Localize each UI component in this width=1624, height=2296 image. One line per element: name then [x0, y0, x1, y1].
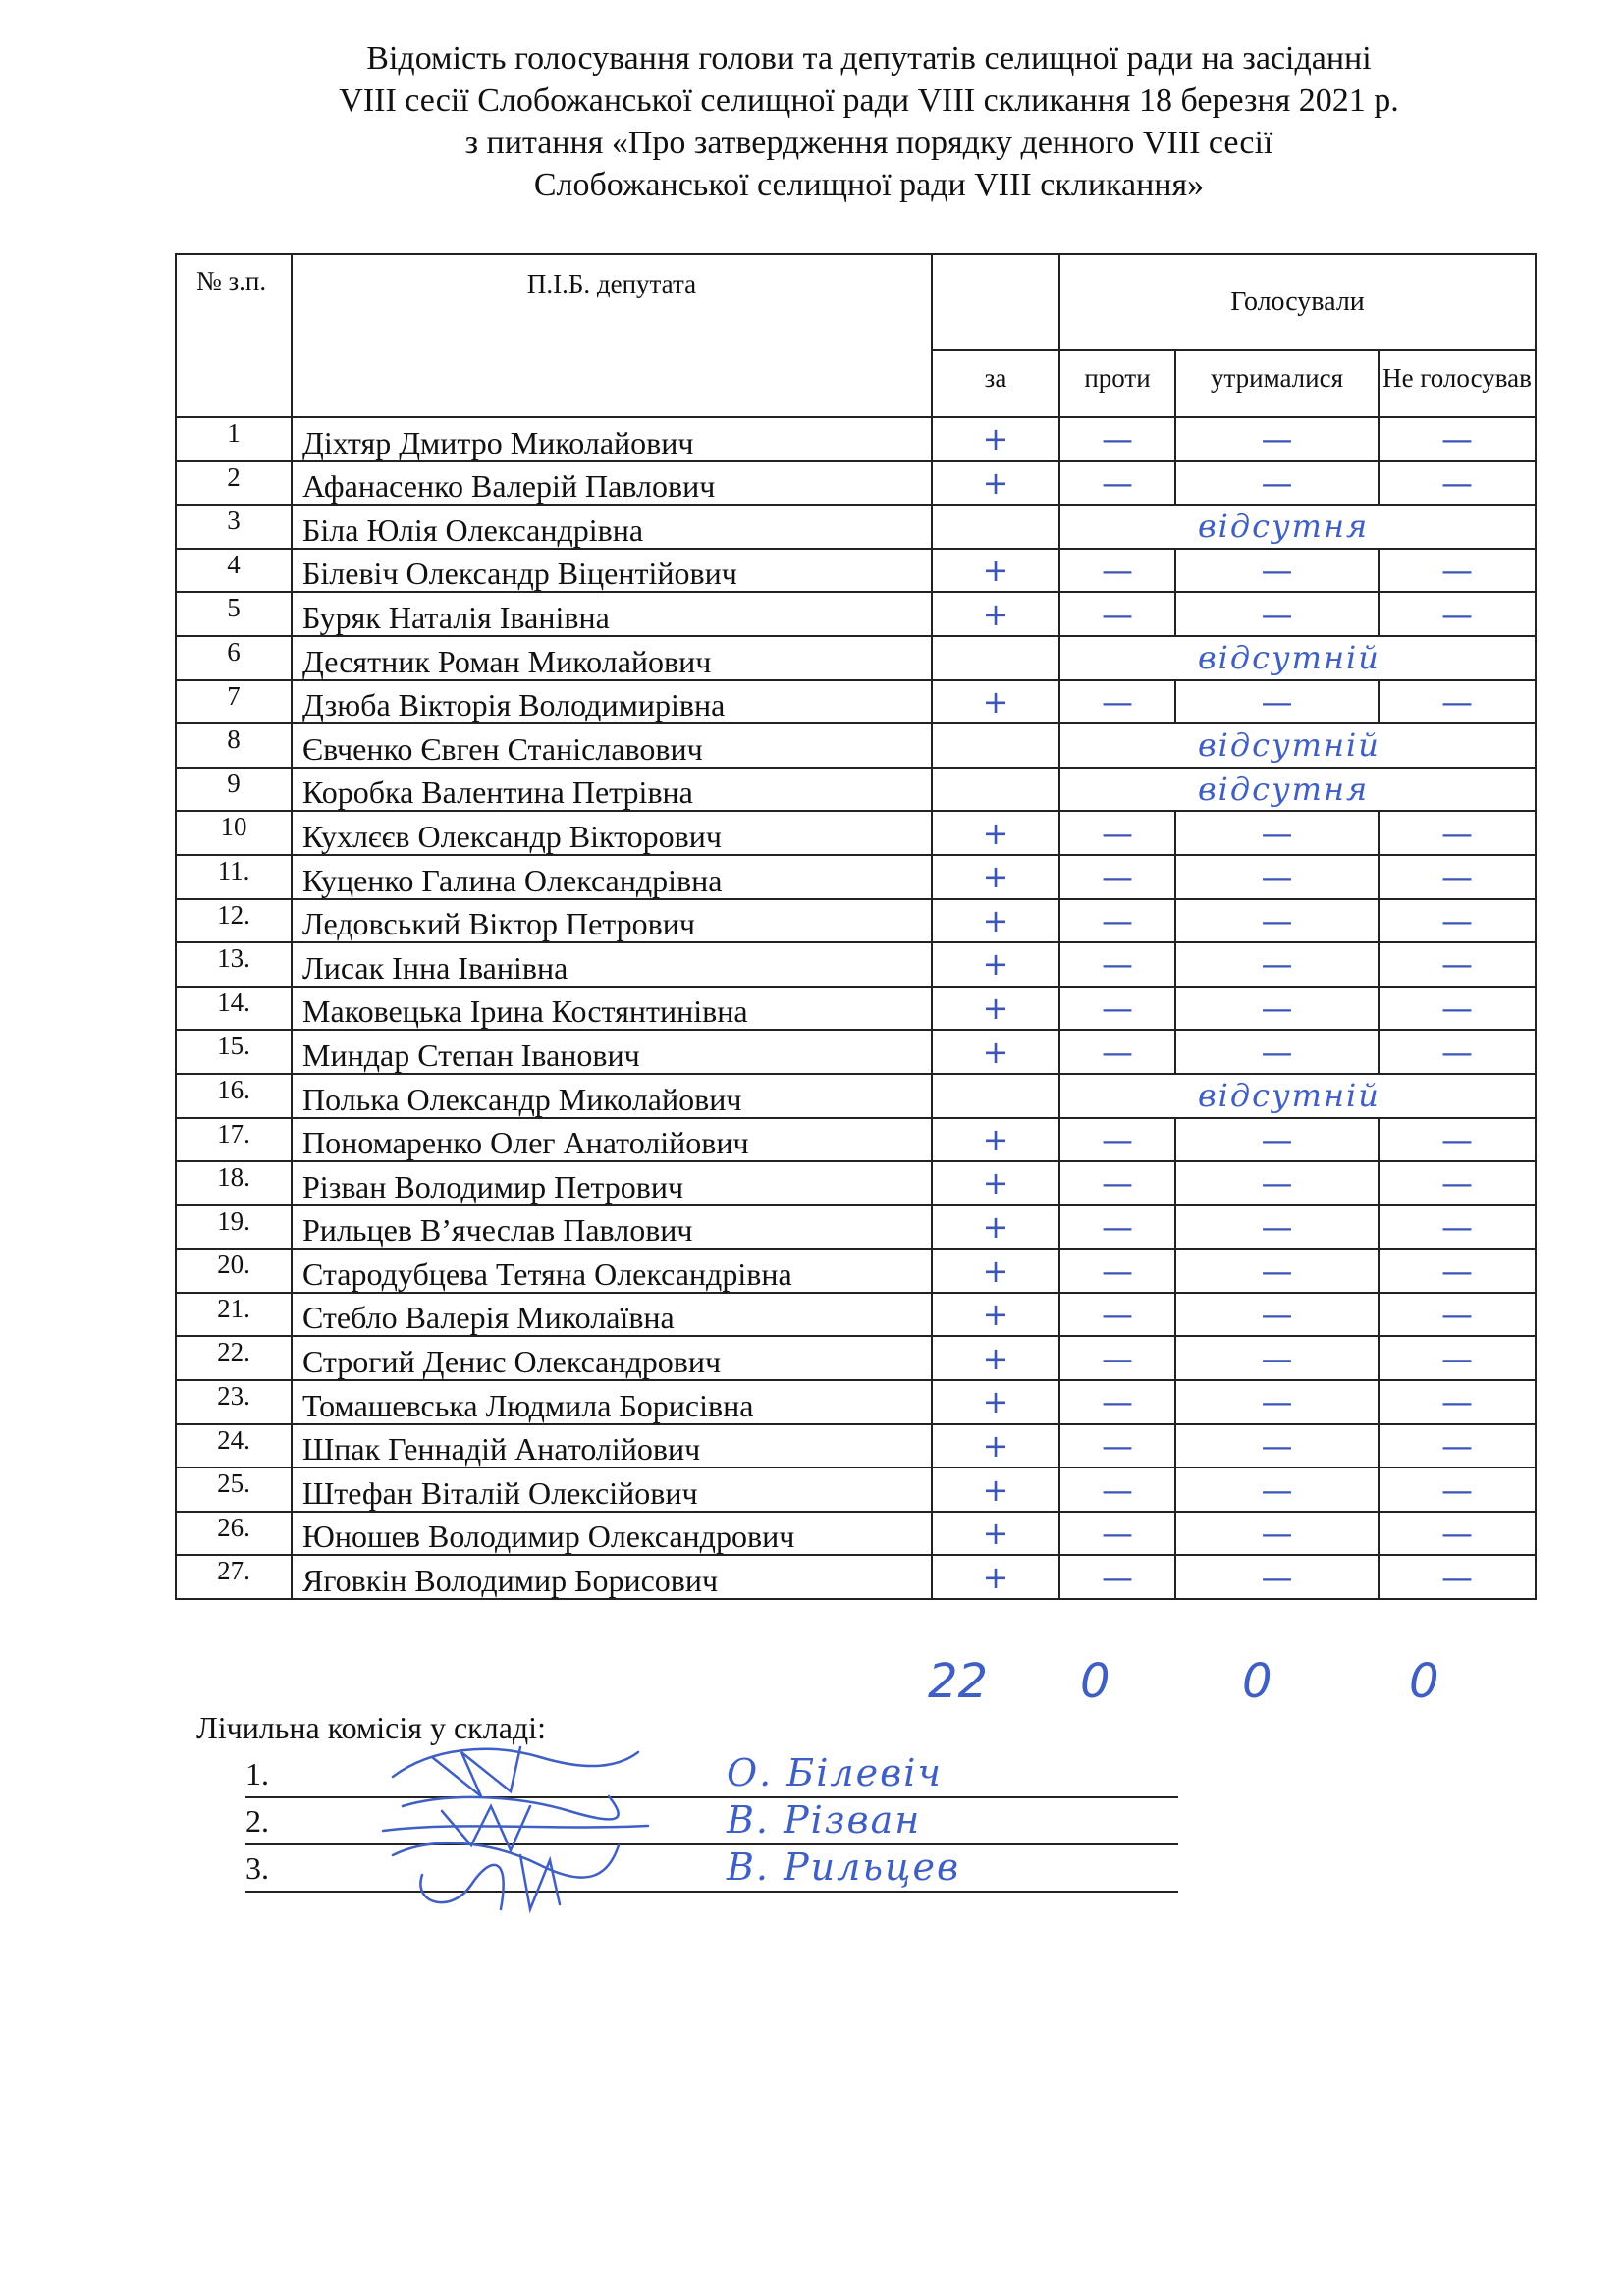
- deputy-name: Буряк Наталія Іванівна: [292, 592, 932, 636]
- vote-not-voted-mark: —: [1379, 1512, 1536, 1556]
- vote-against-mark: —: [1059, 680, 1175, 724]
- header-against: проти: [1059, 350, 1175, 417]
- vote-against-mark: —: [1059, 417, 1175, 461]
- vote-not-voted-mark: —: [1379, 899, 1536, 943]
- vote-abstained-mark: —: [1175, 1293, 1379, 1337]
- vote-for-mark: +: [932, 1118, 1059, 1162]
- vote-not-voted-mark: —: [1379, 1336, 1536, 1380]
- row-number: 15.: [176, 1030, 292, 1074]
- vote-not-voted-mark: —: [1379, 461, 1536, 506]
- vote-for-mark: +: [932, 811, 1059, 855]
- vote-abstained-mark: —: [1175, 942, 1379, 987]
- commission-member-number: 1.: [245, 1756, 269, 1791]
- table-row: [176, 899, 1536, 943]
- vote-abstained-mark: —: [1175, 592, 1379, 636]
- table-row: [176, 768, 1536, 812]
- vote-for-mark: +: [932, 987, 1059, 1031]
- vote-for-cell: [932, 1074, 1059, 1118]
- vote-not-voted-mark: —: [1379, 680, 1536, 724]
- voting-table-body: [176, 417, 1536, 1599]
- document-title: [255, 37, 1483, 206]
- vote-for-mark: +: [932, 1249, 1059, 1293]
- vote-abstained-mark: —: [1175, 1424, 1379, 1468]
- absent-note: відсутній: [1059, 723, 1536, 768]
- row-number: 11.: [176, 855, 292, 899]
- vote-not-voted-mark: —: [1379, 1205, 1536, 1250]
- row-number: 6: [176, 636, 292, 680]
- table-row: [176, 1205, 1536, 1250]
- deputy-name: Томашевська Людмила Борисівна: [292, 1380, 932, 1424]
- deputy-name: Різван Володимир Петрович: [292, 1161, 932, 1205]
- vote-for-mark: +: [932, 899, 1059, 943]
- vote-for-cell: [932, 723, 1059, 768]
- header-blank: [932, 254, 1059, 350]
- totals-row: [0, 1654, 1624, 1713]
- absent-note: відсутня: [1059, 505, 1536, 549]
- vote-not-voted-mark: —: [1379, 811, 1536, 855]
- vote-for-mark: +: [932, 1293, 1059, 1337]
- table-row: [176, 1512, 1536, 1556]
- row-number: 13.: [176, 942, 292, 987]
- absent-note: відсутній: [1059, 1074, 1536, 1118]
- vote-abstained-mark: —: [1175, 811, 1379, 855]
- vote-abstained-mark: —: [1175, 1249, 1379, 1293]
- vote-abstained-mark: —: [1175, 1512, 1379, 1556]
- table-row: [176, 987, 1536, 1031]
- vote-for-mark: +: [932, 855, 1059, 899]
- vote-for-cell: [932, 505, 1059, 549]
- deputy-name: Яговкін Володимир Борисович: [292, 1555, 932, 1599]
- vote-against-mark: —: [1059, 592, 1175, 636]
- vote-for-mark: +: [932, 1380, 1059, 1424]
- table-row: [176, 942, 1536, 987]
- row-number: 22.: [176, 1336, 292, 1380]
- vote-against-mark: —: [1059, 1118, 1175, 1162]
- table-row: [176, 1555, 1536, 1599]
- row-number: 27.: [176, 1555, 292, 1599]
- deputy-name: Пономаренко Олег Анатолійович: [292, 1118, 932, 1162]
- vote-abstained-mark: —: [1175, 1205, 1379, 1250]
- header-abstained: утрималися: [1175, 350, 1379, 417]
- vote-not-voted-mark: —: [1379, 549, 1536, 593]
- vote-abstained-mark: —: [1175, 417, 1379, 461]
- vote-not-voted-mark: —: [1379, 1161, 1536, 1205]
- vote-abstained-mark: —: [1175, 1468, 1379, 1512]
- vote-for-mark: +: [932, 1512, 1059, 1556]
- total-not-voted: 0: [1409, 1654, 1439, 1709]
- vote-abstained-mark: —: [1175, 899, 1379, 943]
- vote-against-mark: —: [1059, 1555, 1175, 1599]
- vote-not-voted-mark: —: [1379, 987, 1536, 1031]
- deputy-name: Лисак Інна Іванівна: [292, 942, 932, 987]
- deputy-name: Євченко Євген Станіславович: [292, 723, 932, 768]
- row-number: 17.: [176, 1118, 292, 1162]
- vote-not-voted-mark: —: [1379, 942, 1536, 987]
- deputy-name: Десятник Роман Миколайович: [292, 636, 932, 680]
- table-row: [176, 1161, 1536, 1205]
- deputy-name: Ледовський Віктор Петрович: [292, 899, 932, 943]
- row-number: 14.: [176, 987, 292, 1031]
- header-number: № з.п.: [176, 254, 292, 417]
- row-number: 20.: [176, 1249, 292, 1293]
- vote-abstained-mark: —: [1175, 1380, 1379, 1424]
- title-line-3: з питання «Про затвердження порядку денного VIII сесії: [464, 125, 1273, 161]
- vote-against-mark: —: [1059, 549, 1175, 593]
- vote-not-voted-mark: —: [1379, 1293, 1536, 1337]
- table-row: [176, 1249, 1536, 1293]
- vote-against-mark: —: [1059, 1336, 1175, 1380]
- table-row: [176, 461, 1536, 506]
- row-number: 21.: [176, 1293, 292, 1337]
- table-row: [176, 811, 1536, 855]
- vote-for-mark: +: [932, 549, 1059, 593]
- vote-not-voted-mark: —: [1379, 855, 1536, 899]
- table-row: [176, 1074, 1536, 1118]
- table-row: [176, 855, 1536, 899]
- vote-against-mark: —: [1059, 1424, 1175, 1468]
- deputy-name: Юношев Володимир Олександрович: [292, 1512, 932, 1556]
- vote-abstained-mark: —: [1175, 855, 1379, 899]
- row-number: 9: [176, 768, 292, 812]
- header-name: П.І.Б. депутата: [292, 254, 932, 417]
- header-voted: Голосували: [1059, 254, 1536, 350]
- handwritten-member-name: В. Рильцев: [727, 1845, 961, 1889]
- table-row: [176, 505, 1536, 549]
- row-number: 26.: [176, 1512, 292, 1556]
- deputy-name: Афанасенко Валерій Павлович: [292, 461, 932, 506]
- vote-for-mark: +: [932, 1336, 1059, 1380]
- vote-against-mark: —: [1059, 942, 1175, 987]
- row-number: 23.: [176, 1380, 292, 1424]
- vote-for-mark: +: [932, 1424, 1059, 1468]
- deputy-name: Куценко Галина Олександрівна: [292, 855, 932, 899]
- deputy-name: Стебло Валерія Миколаївна: [292, 1293, 932, 1337]
- row-number: 25.: [176, 1468, 292, 1512]
- table-row: [176, 549, 1536, 593]
- table-row: [176, 636, 1536, 680]
- table-row: [176, 1424, 1536, 1468]
- vote-against-mark: —: [1059, 987, 1175, 1031]
- handwritten-signature-scribble: [373, 1737, 668, 1924]
- vote-for-mark: +: [932, 942, 1059, 987]
- vote-not-voted-mark: —: [1379, 592, 1536, 636]
- deputy-name: Дзюба Вікторія Володимирівна: [292, 680, 932, 724]
- counting-commission-label: Лічильна комісія у складі:: [196, 1710, 546, 1745]
- row-number: 16.: [176, 1074, 292, 1118]
- total-for: 22: [928, 1654, 989, 1709]
- handwritten-member-name: О. Білевіч: [727, 1751, 943, 1794]
- absent-note: відсутній: [1059, 636, 1536, 680]
- row-number: 18.: [176, 1161, 292, 1205]
- table-row: [176, 417, 1536, 461]
- vote-against-mark: —: [1059, 1512, 1175, 1556]
- row-number: 10: [176, 811, 292, 855]
- commission-member-number: 3.: [245, 1850, 269, 1886]
- vote-for-mark: +: [932, 1161, 1059, 1205]
- title-line-1: Відомість голосування голови та депутатів селищної ради на засіданні: [366, 40, 1372, 77]
- vote-against-mark: —: [1059, 1205, 1175, 1250]
- vote-for-mark: +: [932, 680, 1059, 724]
- vote-for-mark: +: [932, 461, 1059, 506]
- row-number: 4: [176, 549, 292, 593]
- header-not-voted: Не голосував: [1379, 350, 1536, 417]
- deputy-name: Шпак Геннадій Анатолійович: [292, 1424, 932, 1468]
- vote-against-mark: —: [1059, 1380, 1175, 1424]
- vote-against-mark: —: [1059, 1030, 1175, 1074]
- handwritten-member-name: В. Різван: [727, 1798, 922, 1842]
- vote-not-voted-mark: —: [1379, 1118, 1536, 1162]
- total-against: 0: [1080, 1654, 1110, 1709]
- vote-not-voted-mark: —: [1379, 1424, 1536, 1468]
- deputy-name: Кухлєєв Олександр Вікторович: [292, 811, 932, 855]
- row-number: 7: [176, 680, 292, 724]
- vote-not-voted-mark: —: [1379, 1030, 1536, 1074]
- voting-table: [175, 253, 1537, 1600]
- vote-against-mark: —: [1059, 855, 1175, 899]
- vote-against-mark: —: [1059, 1293, 1175, 1337]
- vote-abstained-mark: —: [1175, 1030, 1379, 1074]
- table-row: [176, 1118, 1536, 1162]
- vote-not-voted-mark: —: [1379, 1249, 1536, 1293]
- vote-abstained-mark: —: [1175, 987, 1379, 1031]
- vote-against-mark: —: [1059, 461, 1175, 506]
- vote-for-mark: +: [932, 592, 1059, 636]
- vote-for-mark: +: [932, 1205, 1059, 1250]
- table-row: [176, 1030, 1536, 1074]
- row-number: 19.: [176, 1205, 292, 1250]
- vote-for-mark: +: [932, 1555, 1059, 1599]
- vote-not-voted-mark: —: [1379, 1555, 1536, 1599]
- vote-for-cell: [932, 768, 1059, 812]
- deputy-name: Рильцев В’ячеслав Павлович: [292, 1205, 932, 1250]
- table-row: [176, 723, 1536, 768]
- title-line-2: VIII сесії Слобожанської селищної ради VIII скликання 18 березня 2021 р.: [339, 82, 1399, 119]
- table-row: [176, 1380, 1536, 1424]
- deputy-name: Коробка Валентина Петрівна: [292, 768, 932, 812]
- deputy-name: Діхтяр Дмитро Миколайович: [292, 417, 932, 461]
- vote-for-cell: [932, 636, 1059, 680]
- deputy-name: Біла Юлія Олександрівна: [292, 505, 932, 549]
- table-row: [176, 1336, 1536, 1380]
- vote-against-mark: —: [1059, 811, 1175, 855]
- row-number: 2: [176, 461, 292, 506]
- vote-against-mark: —: [1059, 1161, 1175, 1205]
- vote-not-voted-mark: —: [1379, 1380, 1536, 1424]
- vote-against-mark: —: [1059, 1468, 1175, 1512]
- table-row: [176, 592, 1536, 636]
- commission-member-number: 2.: [245, 1803, 269, 1839]
- vote-abstained-mark: —: [1175, 549, 1379, 593]
- deputy-name: Полька Олександр Миколайович: [292, 1074, 932, 1118]
- table-row: [176, 680, 1536, 724]
- vote-abstained-mark: —: [1175, 1336, 1379, 1380]
- vote-abstained-mark: —: [1175, 1555, 1379, 1599]
- row-number: 5: [176, 592, 292, 636]
- vote-for-mark: +: [932, 1468, 1059, 1512]
- table-row: [176, 1468, 1536, 1512]
- deputy-name: Штефан Віталій Олексійович: [292, 1468, 932, 1512]
- header-for: за: [932, 350, 1059, 417]
- vote-abstained-mark: —: [1175, 1161, 1379, 1205]
- vote-against-mark: —: [1059, 1249, 1175, 1293]
- row-number: 12.: [176, 899, 292, 943]
- vote-abstained-mark: —: [1175, 461, 1379, 506]
- total-abstained: 0: [1242, 1654, 1272, 1709]
- vote-for-mark: +: [932, 1030, 1059, 1074]
- row-number: 24.: [176, 1424, 292, 1468]
- vote-for-mark: +: [932, 417, 1059, 461]
- deputy-name: Стародубцева Тетяна Олександрівна: [292, 1249, 932, 1293]
- vote-abstained-mark: —: [1175, 1118, 1379, 1162]
- deputy-name: Маковецька Ірина Костянтинівна: [292, 987, 932, 1031]
- row-number: 8: [176, 723, 292, 768]
- deputy-name: Строгий Денис Олександрович: [292, 1336, 932, 1380]
- title-line-4: Слобожанської селищної ради VIII скликання»: [533, 167, 1205, 203]
- deputy-name: Білевіч Олександр Віцентійович: [292, 549, 932, 593]
- row-number: 3: [176, 505, 292, 549]
- row-number: 1: [176, 417, 292, 461]
- vote-not-voted-mark: —: [1379, 417, 1536, 461]
- vote-abstained-mark: —: [1175, 680, 1379, 724]
- absent-note: відсутня: [1059, 768, 1536, 812]
- deputy-name: Миндар Степан Іванович: [292, 1030, 932, 1074]
- table-row: [176, 1293, 1536, 1337]
- vote-not-voted-mark: —: [1379, 1468, 1536, 1512]
- vote-against-mark: —: [1059, 899, 1175, 943]
